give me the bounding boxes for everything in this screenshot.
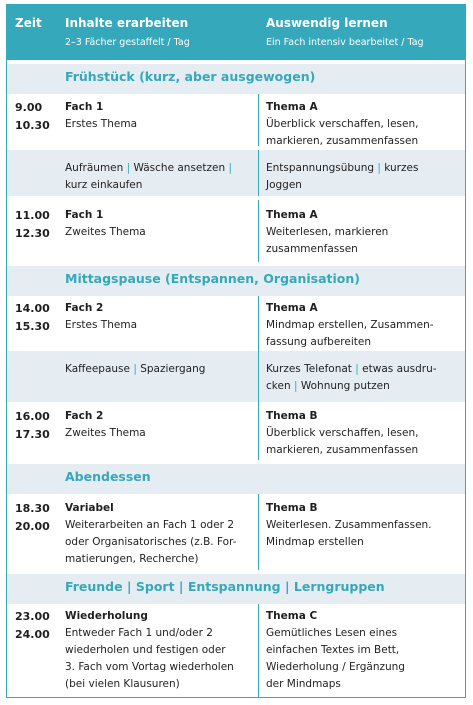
column-divider	[258, 604, 259, 697]
cell-item: Aufräumen	[65, 162, 124, 174]
time-end: 24.00	[15, 628, 50, 641]
time-start: 14.00	[15, 302, 50, 315]
column-divider	[258, 296, 259, 351]
cell-col1: Kaffeepause | Spaziergang	[65, 363, 206, 375]
section-freunde	[7, 570, 465, 604]
cell-title: Thema A	[266, 209, 318, 221]
time-start: 23.00	[15, 610, 50, 623]
table-row	[7, 604, 465, 697]
cell-line: Mindmap erstellen, Zusammen-	[266, 319, 434, 331]
cell-line: Weiterlesen, markieren	[266, 226, 389, 238]
column-divider	[258, 351, 259, 402]
section-mittag	[7, 262, 465, 296]
cell-item: Wohnung putzen	[300, 380, 390, 392]
cell-col2	[266, 207, 461, 258]
cell-line: oder Organisatorisches (z.B. For-	[65, 536, 237, 548]
section-title: Mittagspause (Entspannen, Organisation)	[65, 271, 360, 286]
cell-col2: Entspannungsübung | kurzes Joggen	[266, 160, 461, 194]
cell-line: Zweites Thema	[65, 427, 146, 439]
cell-col2	[266, 99, 461, 150]
table-row	[7, 94, 465, 146]
cell-title: Thema A	[266, 302, 318, 314]
cell-item: cken	[266, 380, 291, 392]
time-start: 9.00	[15, 101, 43, 114]
cell-item: Wäsche ansetzen	[133, 162, 226, 174]
cell-line: der Mindmaps	[266, 678, 341, 690]
column-divider	[258, 94, 259, 146]
cell-title: Thema C	[266, 610, 318, 622]
column-divider	[258, 200, 259, 262]
table-row	[7, 296, 465, 351]
cell-item: kurzes	[384, 162, 419, 174]
section-title: Abendessen	[65, 469, 151, 484]
cell-item: Kurzes Telefonat	[266, 363, 352, 375]
header-zeit: Zeit	[15, 16, 42, 30]
table-row	[7, 494, 465, 570]
cell-col1: Aufräumen | Wäsche ansetzen | kurz einkaufen	[65, 160, 255, 194]
cell-line: Joggen	[266, 179, 302, 191]
table-row	[7, 150, 465, 196]
cell-item: Entspannungsübung	[266, 162, 375, 174]
section-abend	[7, 460, 465, 494]
cell-col1	[65, 207, 255, 241]
cell-col1	[65, 99, 255, 133]
cell-line: einfachen Textes im Bett,	[266, 644, 400, 656]
cell-col2	[266, 408, 461, 459]
cell-line: wiederholen und festigen oder	[65, 644, 226, 656]
table-row	[7, 351, 465, 402]
cell-title: Thema A	[266, 101, 318, 113]
cell-title: Fach 1	[65, 101, 104, 113]
cell-line: matierungen, Recherche)	[65, 553, 199, 565]
table-row	[7, 200, 465, 262]
header-col1-sub: 2–3 Fächer gestaffelt / Tag	[65, 37, 190, 48]
cell-line: Erstes Thema	[65, 319, 137, 331]
table-row	[7, 402, 465, 460]
cell-line: (bei vielen Klausuren)	[65, 678, 180, 690]
header-col2-title: Auswendig lernen	[266, 16, 388, 30]
cell-col1	[65, 500, 255, 568]
cell-col2	[266, 608, 461, 693]
time-start: 16.00	[15, 410, 50, 423]
cell-line: zusammenfassen	[266, 243, 358, 255]
cell-line: Wiederholung / Ergänzung	[266, 661, 405, 673]
section-fruehstueck	[7, 60, 465, 94]
column-divider	[258, 150, 259, 196]
cell-col1	[65, 408, 255, 442]
header-col1-title: Inhalte erarbeiten	[65, 16, 189, 30]
cell-item: etwas ausdru-	[362, 363, 437, 375]
cell-line: Gemütliches Lesen eines	[266, 627, 398, 639]
cell-line: Zweites Thema	[65, 226, 146, 238]
cell-line: Überblick verschaffen, lesen,	[266, 427, 419, 439]
time-end: 17.30	[15, 428, 50, 441]
cell-line: fassung aufbereiten	[266, 336, 371, 348]
time-end: 10.30	[15, 119, 50, 132]
cell-line: markieren, zusammenfassen	[266, 135, 419, 147]
cell-title: Variabel	[65, 502, 114, 514]
cell-col1	[65, 300, 255, 334]
cell-col2: Kurzes Telefonat | etwas ausdru- cken | Wohnung putzen	[266, 363, 437, 392]
cell-col1	[65, 608, 255, 693]
cell-col2	[266, 500, 461, 551]
header-col2-sub: Ein Fach intensiv bearbeitet / Tag	[266, 37, 424, 48]
cell-line: 3. Fach vom Vortag wiederholen	[65, 661, 234, 673]
cell-title: Thema B	[266, 502, 318, 514]
cell-line: Weiterarbeiten an Fach 1 oder 2	[65, 519, 235, 531]
time-start: 18.30	[15, 502, 50, 515]
cell-item: Spaziergang	[140, 363, 206, 375]
table-header	[7, 5, 465, 60]
cell-line: Entweder Fach 1 und/oder 2	[65, 627, 213, 639]
cell-line: Überblick verschaffen, lesen,	[266, 118, 419, 130]
cell-col2	[266, 300, 461, 351]
cell-title: Fach 2	[65, 410, 104, 422]
time-end: 15.30	[15, 320, 50, 333]
section-title: Frühstück (kurz, aber ausgewogen)	[65, 69, 316, 84]
cell-title: Wiederholung	[65, 610, 148, 622]
cell-item: Kaffeepause	[65, 363, 130, 375]
cell-line: kurz einkaufen	[65, 179, 143, 191]
column-divider	[258, 402, 259, 460]
time-start: 11.00	[15, 209, 50, 222]
time-end: 20.00	[15, 520, 50, 533]
cell-line: Weiterlesen. Zusammenfassen.	[266, 519, 432, 531]
cell-line: Mindmap erstellen	[266, 536, 364, 548]
time-end: 12.30	[15, 227, 50, 240]
column-divider	[258, 494, 259, 570]
cell-line: Erstes Thema	[65, 118, 137, 130]
schedule-table	[6, 4, 466, 698]
section-title: Freunde | Sport | Entspannung | Lerngruppen	[65, 579, 385, 594]
cell-title: Fach 1	[65, 209, 104, 221]
cell-line: markieren, zusammenfassen	[266, 444, 419, 456]
cell-title: Fach 2	[65, 302, 104, 314]
cell-title: Thema B	[266, 410, 318, 422]
